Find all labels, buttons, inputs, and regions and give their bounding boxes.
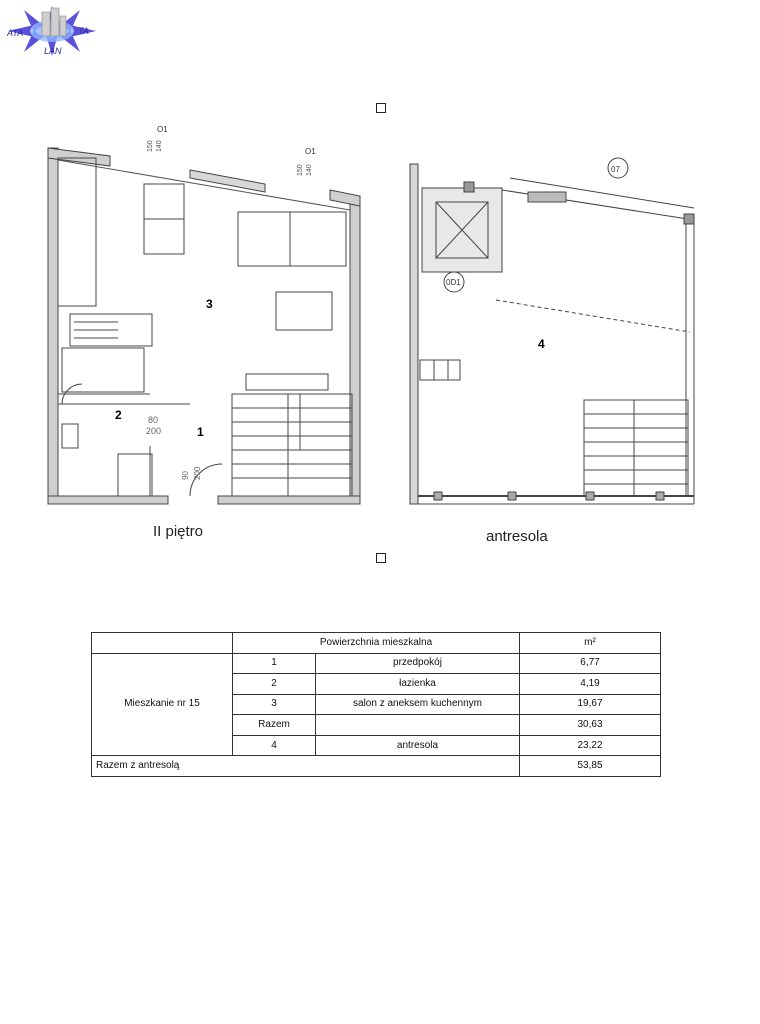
row-name: przedpokój	[316, 653, 520, 674]
room-number-4: 4	[538, 337, 545, 351]
apartment-label: Mieszkanie nr 15	[92, 653, 233, 756]
floor-plan-mezzanine	[404, 150, 716, 512]
door-width-1: 80	[148, 415, 159, 425]
table-header-row	[92, 633, 661, 654]
row-number: 3	[233, 694, 316, 715]
mezz-wall-left	[410, 164, 418, 504]
row-area: 6,77	[520, 653, 661, 674]
table-total-row	[92, 756, 661, 777]
area-table	[91, 632, 661, 777]
washing-machine	[118, 454, 152, 496]
mezz-window-label-2: 0D1	[446, 278, 461, 287]
window-label-2: O1	[305, 147, 316, 156]
room-number-2: 2	[115, 408, 122, 422]
room-number-1: 1	[197, 425, 204, 439]
door-width-2: 90	[181, 471, 190, 480]
row-number: 4	[233, 735, 316, 756]
total-area: 53,85	[520, 756, 661, 777]
total-label: Razem z antresolą	[92, 756, 520, 777]
radiator	[420, 360, 460, 380]
door-height-1: 200	[146, 426, 162, 436]
header-living-area: Powierzchnia mieszkalna	[233, 633, 520, 654]
ata-lan-logo	[4, 4, 100, 58]
row-name: antresola	[316, 735, 520, 756]
column-marker-1	[464, 182, 474, 192]
wall-bottom-right	[218, 496, 360, 504]
wall-bottom-left	[48, 496, 168, 504]
wall-left	[48, 148, 58, 503]
landing	[246, 374, 328, 390]
coffee-table	[276, 292, 332, 330]
row-number: 2	[233, 674, 316, 695]
mezz-window-label-1: 07	[611, 165, 620, 174]
floor-plan-second-floor	[40, 118, 370, 510]
placeholder-box-top	[376, 103, 386, 113]
caption-mezzanine: antresola	[486, 528, 548, 545]
row-area: 4,19	[520, 674, 661, 695]
wall-top-right	[330, 190, 360, 206]
row-number: Razem	[233, 715, 316, 736]
logo-text-right: TA	[78, 26, 89, 36]
row-name: łazienka	[316, 674, 520, 695]
building-icon	[42, 8, 66, 36]
window-label-1: O1	[157, 125, 168, 134]
door-height-2: 200	[193, 466, 202, 480]
window-dim-2b: 140	[306, 164, 313, 176]
window-dim-1b: 140	[156, 140, 163, 152]
row-area: 19,67	[520, 694, 661, 715]
staircase	[232, 394, 352, 496]
window-dim-1a: 150	[147, 140, 154, 152]
window-dim-2a: 150	[297, 164, 304, 176]
row-name	[316, 715, 520, 736]
placeholder-box-bottom	[376, 553, 386, 563]
row-name: salon z aneksem kuchennym	[316, 694, 520, 715]
logo-text-left: ATA	[7, 28, 24, 38]
sink	[62, 424, 78, 448]
table-row	[92, 653, 661, 674]
kitchen-counter	[58, 158, 96, 306]
row-area: 30,63	[520, 715, 661, 736]
column-marker-2	[684, 214, 694, 224]
sofa	[238, 212, 346, 266]
row-area: 23,22	[520, 735, 661, 756]
row-number: 1	[233, 653, 316, 674]
caption-second-floor: II piętro	[153, 523, 204, 540]
header-unit: m²	[520, 633, 661, 654]
window-right-1	[528, 192, 566, 202]
header-blank	[92, 633, 233, 654]
logo-text-bottom: LAN	[44, 46, 62, 56]
room-number-3: 3	[206, 297, 213, 311]
